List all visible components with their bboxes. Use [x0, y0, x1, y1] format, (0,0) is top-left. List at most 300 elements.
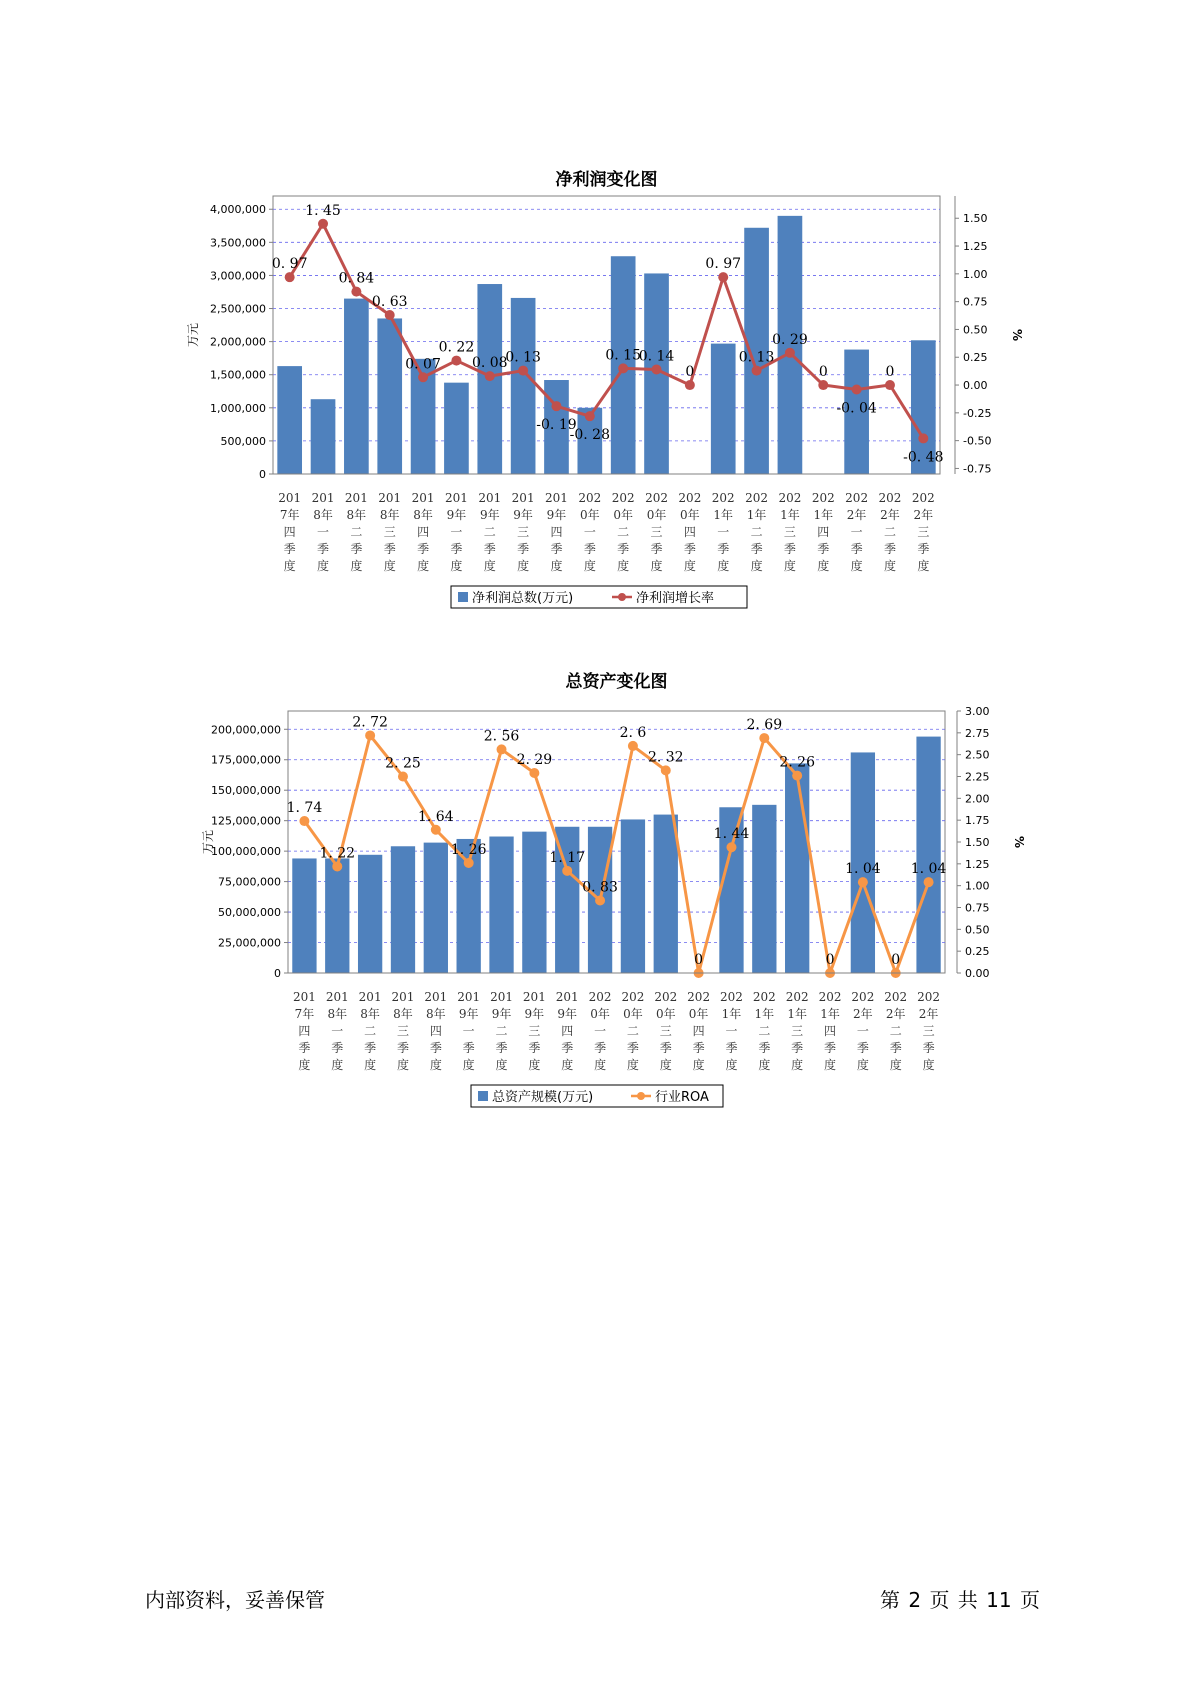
legend-line-label: 行业ROA	[655, 1090, 709, 1105]
x-tick-label: 201	[391, 990, 415, 1004]
total-assets-chart	[0, 660, 1191, 1130]
bar	[785, 763, 809, 973]
line-point	[365, 730, 375, 740]
left-axis-tick-label: 2,000,000	[210, 335, 266, 349]
x-tick-label: 度	[561, 1058, 574, 1072]
x-tick-label: 季	[783, 542, 796, 556]
data-label: 1. 22	[319, 845, 356, 862]
left-axis-tick-label: 200,000,000	[211, 723, 281, 737]
x-tick-label: 度	[617, 559, 630, 573]
data-label: 2. 72	[352, 714, 388, 731]
right-axis-tick-label: 1.25	[965, 857, 990, 871]
right-axis-title: %	[1010, 328, 1024, 342]
x-tick-label: 202	[811, 491, 835, 505]
bar	[711, 344, 736, 474]
x-tick-label: 1年	[754, 1007, 775, 1021]
line-point	[385, 310, 395, 320]
x-tick-label: 季	[758, 1041, 771, 1055]
x-tick-label: 度	[350, 559, 363, 573]
x-tick-label: 202	[818, 990, 842, 1004]
x-tick-label: 0年	[655, 1007, 676, 1021]
left-axis-tick-label: 500,000	[220, 434, 266, 448]
bar	[916, 737, 940, 973]
x-tick-label: 201	[545, 491, 568, 505]
x-tick-label: 201	[478, 491, 502, 505]
x-tick-label: 一	[594, 1024, 607, 1038]
x-tick-label: 201	[344, 491, 368, 505]
x-tick-label: 一	[317, 525, 330, 539]
x-tick-label: 季	[717, 542, 730, 556]
x-tick-label: 季	[692, 1041, 705, 1055]
x-tick-label: 202	[878, 491, 902, 505]
left-axis-tick-label: 0	[259, 468, 266, 481]
x-tick-label: 四	[817, 525, 830, 539]
x-tick-label: 度	[758, 1058, 771, 1072]
x-tick-label: 季	[917, 542, 930, 556]
left-axis-tick-label: 1,500,000	[210, 368, 266, 382]
x-tick-label: 度	[417, 559, 430, 573]
x-tick-label: 度	[917, 559, 930, 573]
x-tick-label: 201	[311, 491, 335, 505]
x-tick-label: 季	[364, 1041, 377, 1055]
line-point	[351, 287, 361, 297]
right-axis-tick-label: 0.50	[963, 323, 988, 337]
line-point	[726, 842, 736, 852]
right-axis-tick-label: 0.00	[965, 967, 990, 980]
x-tick-label: 201	[511, 491, 535, 505]
x-tick-label: 四	[298, 1024, 311, 1038]
bar	[444, 383, 469, 474]
x-tick-label: 度	[717, 559, 730, 573]
x-tick-label: 三	[396, 1024, 409, 1038]
x-tick-label: 度	[298, 1058, 311, 1072]
line-point	[318, 219, 328, 229]
data-label: 2. 32	[647, 749, 684, 766]
x-tick-label: 201	[278, 491, 302, 505]
left-axis-tick-label: 3,000,000	[210, 269, 266, 283]
x-tick-label: 二	[617, 525, 630, 539]
x-tick-label: 201	[358, 990, 382, 1004]
data-label: 2. 69	[746, 717, 783, 734]
data-label: 1. 64	[418, 808, 454, 825]
x-tick-label: 202	[711, 491, 735, 505]
x-tick-label: 202	[845, 491, 869, 505]
x-tick-label: 一	[583, 525, 596, 539]
right-axis-tick-label: 0.75	[963, 295, 988, 309]
x-tick-label: 度	[495, 1058, 508, 1072]
data-label: 0	[891, 952, 901, 968]
x-tick-label: 三	[659, 1024, 672, 1038]
right-axis-tick-label: 1.25	[963, 240, 988, 254]
x-tick-label: 季	[495, 1041, 508, 1055]
bar	[292, 858, 316, 973]
net-profit-chart	[0, 160, 1191, 630]
left-axis-title: 万元	[201, 829, 215, 855]
x-tick-label: 季	[883, 542, 896, 556]
x-tick-label: 202	[745, 491, 769, 505]
line-point	[918, 433, 928, 443]
right-axis-tick-label: 0.50	[965, 923, 990, 937]
x-tick-label: 一	[725, 1024, 738, 1038]
right-axis-tick-label: -0.50	[963, 434, 992, 448]
x-tick-label: 四	[550, 525, 563, 539]
x-tick-label: 202	[785, 990, 809, 1004]
left-axis-title: 万元	[186, 322, 200, 348]
x-tick-label: 0年	[623, 1007, 643, 1021]
x-tick-label: 季	[462, 1041, 475, 1055]
x-tick-label: 度	[331, 1058, 344, 1072]
x-tick-label: 度	[450, 559, 463, 573]
x-tick-label: 9年	[479, 508, 500, 522]
x-tick-label: 季	[550, 542, 563, 556]
left-axis-tick-label: 0	[274, 967, 281, 980]
footer-confidential-note: 内部资料，妥善保管	[145, 1588, 325, 1612]
x-tick-label: 2年	[846, 508, 867, 522]
x-tick-label: 三	[517, 525, 530, 539]
x-tick-label: 度	[650, 559, 663, 573]
legend-line-marker	[618, 593, 626, 601]
x-tick-label: 二	[350, 525, 363, 539]
line-point	[818, 380, 828, 390]
line-point	[497, 744, 507, 754]
x-tick-label: 季	[817, 542, 830, 556]
x-tick-label: 一	[331, 1024, 344, 1038]
x-tick-label: 度	[791, 1058, 804, 1072]
left-axis-tick-label: 4,000,000	[210, 203, 266, 217]
x-tick-label: 一	[850, 525, 863, 539]
data-label: 1. 44	[713, 826, 750, 843]
right-axis-tick-label: 1.50	[963, 212, 988, 226]
right-axis-tick-label: 1.00	[963, 267, 988, 281]
x-tick-label: 201	[411, 491, 435, 505]
x-tick-label: 季	[383, 542, 396, 556]
x-tick-label: 一	[462, 1024, 475, 1038]
x-tick-label: 202	[588, 990, 612, 1004]
left-axis-tick-label: 175,000,000	[211, 753, 281, 767]
x-tick-label: 三	[650, 525, 663, 539]
data-label: 0. 13	[505, 349, 541, 366]
x-tick-label: 二	[483, 525, 496, 539]
line-point	[464, 858, 474, 868]
x-tick-label: 202	[611, 491, 635, 505]
x-tick-label: 8年	[413, 508, 433, 522]
x-tick-label: 1年	[813, 508, 834, 522]
x-tick-label: 四	[561, 1024, 574, 1038]
bar	[511, 298, 536, 474]
x-tick-label: 202	[578, 491, 602, 505]
line-point	[661, 765, 671, 775]
left-axis-tick-label: 1,000,000	[210, 401, 266, 415]
bar	[377, 318, 402, 474]
x-tick-label: 度	[550, 559, 563, 573]
x-tick-label: 二	[495, 1024, 508, 1038]
right-axis-tick-label: 2.75	[965, 726, 990, 740]
x-tick-label: 8年	[393, 1007, 413, 1021]
x-tick-label: 季	[331, 1041, 344, 1055]
data-label: 1. 04	[845, 861, 881, 878]
footer-page-number: 第 2 页 共 11 页	[880, 1588, 1040, 1612]
line-point	[628, 741, 638, 751]
x-tick-label: 二	[889, 1024, 902, 1038]
x-tick-label: 季	[856, 1041, 869, 1055]
data-label: -0. 04	[836, 400, 877, 417]
x-tick-label: 四	[683, 525, 696, 539]
legend-bar-label: 净利润总数(万元)	[472, 591, 574, 606]
line-point	[752, 366, 762, 376]
x-tick-label: 季	[650, 542, 663, 556]
legend-bar-swatch	[478, 1091, 488, 1101]
x-tick-label: 8年	[346, 508, 367, 522]
right-axis-tick-label: 0.25	[965, 945, 990, 959]
x-tick-label: 9年	[546, 508, 567, 522]
x-tick-label: 度	[483, 559, 496, 573]
x-tick-label: 季	[626, 1041, 639, 1055]
x-tick-label: 三	[383, 525, 396, 539]
x-tick-label: 9年	[524, 1007, 545, 1021]
x-tick-label: 三	[922, 1024, 935, 1038]
line-point	[652, 364, 662, 374]
data-label: -0. 48	[903, 449, 944, 466]
x-tick-label: 二	[364, 1024, 377, 1038]
legend-line-label: 净利润增长率	[636, 591, 715, 606]
x-tick-label: 201	[424, 990, 448, 1004]
data-label: 0. 97	[271, 256, 308, 273]
data-label: 1. 74	[286, 800, 323, 817]
line-point	[585, 411, 595, 421]
bar	[522, 832, 546, 973]
right-axis-tick-label: -0.75	[963, 462, 992, 476]
bar	[325, 858, 349, 973]
x-tick-label: 季	[791, 1041, 804, 1055]
x-tick-label: 度	[396, 1058, 409, 1072]
x-tick-label: 2年	[853, 1007, 873, 1021]
line-point	[858, 877, 868, 887]
x-tick-label: 季	[298, 1041, 311, 1055]
data-label: 1. 45	[305, 202, 341, 219]
x-tick-label: 度	[594, 1058, 607, 1072]
x-tick-label: 四	[692, 1024, 705, 1038]
data-label: 0. 83	[582, 879, 618, 896]
x-tick-label: 2年	[918, 1007, 939, 1021]
data-label: 0	[885, 364, 895, 381]
data-label: 0. 29	[772, 331, 808, 348]
right-axis-tick-label: 1.75	[965, 814, 990, 828]
x-tick-label: 度	[750, 559, 763, 573]
x-tick-label: 202	[645, 491, 668, 505]
line-point	[718, 272, 728, 282]
x-tick-label: 201	[490, 990, 513, 1004]
x-tick-label: 度	[922, 1058, 935, 1072]
x-tick-label: 季	[417, 542, 430, 556]
x-tick-label: 202	[851, 990, 875, 1004]
x-tick-label: 度	[583, 559, 596, 573]
data-label: 2. 26	[779, 754, 815, 771]
x-tick-label: 季	[850, 542, 863, 556]
x-tick-label: 三	[917, 525, 930, 539]
line-point	[431, 825, 441, 835]
x-tick-label: 季	[350, 542, 363, 556]
x-tick-label: 0年	[613, 508, 633, 522]
x-tick-label: 1年	[820, 1007, 840, 1021]
data-label: 0. 22	[438, 339, 475, 356]
bar	[621, 819, 645, 973]
x-tick-label: 四	[283, 525, 296, 539]
x-tick-label: 202	[621, 990, 645, 1004]
x-tick-label: 202	[884, 990, 908, 1004]
bar	[277, 366, 302, 474]
x-tick-label: 度	[528, 1058, 541, 1072]
line-point	[924, 877, 934, 887]
plot-area	[288, 711, 945, 973]
x-tick-label: 9年	[557, 1007, 578, 1021]
x-tick-label: 8年	[379, 508, 400, 522]
data-label: 2. 29	[516, 752, 553, 769]
right-axis-tick-label: 2.50	[965, 748, 990, 762]
right-axis-tick-label: 1.00	[965, 879, 990, 893]
line-point	[299, 816, 309, 826]
x-tick-label: 202	[778, 491, 802, 505]
data-label: 1. 17	[549, 849, 586, 866]
x-tick-label: 0年	[688, 1007, 709, 1021]
x-tick-label: 三	[791, 1024, 804, 1038]
right-axis-tick-label: 0.25	[963, 351, 988, 365]
left-axis-tick-label: 100,000,000	[211, 845, 281, 859]
x-tick-label: 201	[325, 990, 349, 1004]
line-point	[852, 384, 862, 394]
x-tick-label: 1年	[780, 508, 800, 522]
data-label: 0. 07	[405, 356, 441, 373]
line-point	[792, 771, 802, 781]
right-axis-tick-label: 2.25	[965, 770, 990, 784]
line-point	[595, 896, 605, 906]
x-tick-label: 度	[817, 559, 830, 573]
data-label: 0. 08	[471, 355, 508, 372]
line-point	[618, 363, 628, 373]
x-tick-label: 0年	[680, 508, 700, 522]
x-tick-label: 度	[889, 1058, 902, 1072]
bar	[391, 846, 415, 973]
x-tick-label: 202	[687, 990, 711, 1004]
line-point	[562, 866, 572, 876]
data-label: 0. 84	[338, 270, 375, 287]
x-tick-label: 9年	[491, 1007, 512, 1021]
x-tick-label: 季	[528, 1041, 541, 1055]
x-tick-label: 度	[856, 1058, 869, 1072]
line-point	[418, 372, 428, 382]
x-tick-label: 0年	[590, 1007, 610, 1021]
line-point	[285, 272, 295, 282]
x-tick-label: 季	[617, 542, 630, 556]
x-tick-label: 季	[750, 542, 763, 556]
x-tick-label: 度	[783, 559, 796, 573]
x-tick-label: 季	[450, 542, 463, 556]
x-tick-label: 季	[683, 542, 696, 556]
left-axis-tick-label: 25,000,000	[218, 936, 281, 950]
x-tick-label: 一	[717, 525, 730, 539]
data-label: 0. 97	[705, 256, 742, 273]
x-tick-label: 季	[659, 1041, 672, 1055]
data-label: 0	[685, 364, 695, 381]
x-tick-label: 2年	[913, 508, 934, 522]
left-axis-tick-label: 2,500,000	[210, 302, 266, 316]
x-tick-label: 9年	[458, 1007, 479, 1021]
x-tick-label: 201	[378, 491, 402, 505]
x-tick-label: 202	[917, 990, 941, 1004]
x-tick-label: 202	[720, 990, 743, 1004]
x-tick-label: 7年	[279, 508, 300, 522]
x-tick-label: 8年	[313, 508, 333, 522]
right-axis-tick-label: 3.00	[965, 705, 990, 718]
x-tick-label: 度	[429, 1058, 442, 1072]
x-tick-label: 度	[883, 559, 896, 573]
line-point	[451, 356, 461, 366]
x-tick-label: 2年	[880, 508, 900, 522]
line-point	[685, 380, 695, 390]
x-tick-label: 季	[824, 1041, 837, 1055]
line-point	[551, 401, 561, 411]
legend-line-marker	[637, 1092, 645, 1100]
x-tick-label: 季	[517, 542, 530, 556]
data-label: -0. 28	[569, 427, 611, 444]
line-point	[785, 348, 795, 358]
x-tick-label: 1年	[713, 508, 734, 522]
x-tick-label: 0年	[580, 508, 600, 522]
x-tick-label: 202	[678, 491, 702, 505]
bar	[654, 815, 678, 973]
x-tick-label: 度	[283, 559, 296, 573]
x-tick-label: 二	[750, 525, 763, 539]
bar	[311, 399, 336, 474]
line-point	[332, 861, 342, 871]
data-label: 0	[694, 952, 704, 968]
x-tick-label: 201	[522, 990, 546, 1004]
data-label: 2. 56	[483, 728, 520, 745]
x-tick-label: 季	[483, 542, 496, 556]
x-tick-label: 9年	[513, 508, 533, 522]
right-axis-tick-label: 0.75	[965, 901, 990, 915]
x-tick-label: 季	[583, 542, 596, 556]
x-tick-label: 201	[444, 491, 468, 505]
left-axis-tick-label: 125,000,000	[211, 814, 281, 828]
x-tick-label: 季	[317, 542, 330, 556]
line-point	[529, 768, 539, 778]
x-tick-label: 201	[292, 990, 316, 1004]
x-tick-label: 季	[561, 1041, 574, 1055]
data-label: 0. 14	[638, 348, 675, 365]
bar	[344, 299, 369, 474]
x-tick-label: 202	[654, 990, 678, 1004]
data-label: 0	[818, 364, 828, 381]
x-tick-label: 度	[626, 1058, 639, 1072]
bar	[752, 805, 776, 973]
bar	[424, 843, 448, 973]
x-tick-label: 四	[824, 1024, 837, 1038]
right-axis-tick-label: 2.00	[965, 792, 990, 806]
x-tick-label: 一	[856, 1024, 869, 1038]
x-tick-label: 201	[457, 990, 481, 1004]
x-tick-label: 三	[528, 1024, 541, 1038]
line-point	[485, 371, 495, 381]
chart-title: 净利润变化图	[555, 170, 658, 190]
bar	[489, 837, 513, 973]
x-tick-label: 202	[752, 990, 776, 1004]
x-tick-label: 三	[783, 525, 796, 539]
x-tick-label: 度	[850, 559, 863, 573]
data-label: 2. 25	[385, 755, 421, 772]
data-label: 1. 04	[910, 861, 947, 878]
right-axis-tick-label: -0.25	[963, 406, 992, 420]
x-tick-label: 季	[594, 1041, 607, 1055]
